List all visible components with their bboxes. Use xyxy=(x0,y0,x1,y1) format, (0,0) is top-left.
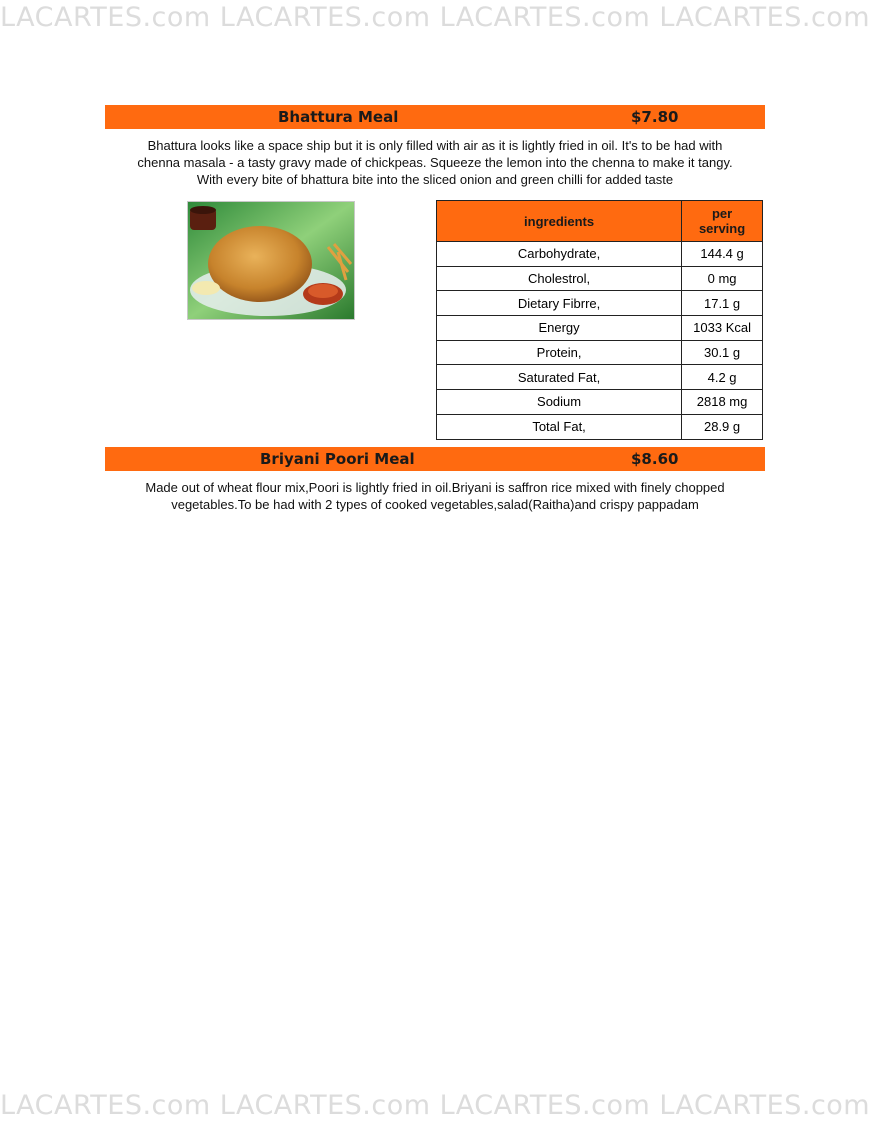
meal-name: Briyani Poori Meal xyxy=(260,450,415,468)
ingredients-header: ingredients xyxy=(437,201,682,242)
description-line: chenna masala - a tasty gravy made of chickpeas. Squeeze the lemon into the chenna to make it tangy. xyxy=(137,155,733,170)
nutrition-row xyxy=(437,414,763,439)
description-line: With every bite of bhattura bite into the sliced onion and green chilli for added taste xyxy=(196,172,674,187)
nutrition-row xyxy=(437,242,763,267)
bhattura-photo xyxy=(187,201,355,320)
nutrition-row xyxy=(437,340,763,365)
watermark-bottom: LACARTES.com LACARTES.com LACARTES.com LACARTES.com xyxy=(0,1090,870,1121)
nutrient-value: 17.1 g xyxy=(682,291,763,316)
meal-header-briyani-poori xyxy=(105,447,765,471)
nutrient-value: 0 mg xyxy=(682,266,763,291)
meal-name: Bhattura Meal xyxy=(278,108,399,126)
watermark-top: LACARTES.com LACARTES.com LACARTES.com LACARTES.com xyxy=(0,2,870,33)
meal-description xyxy=(100,137,770,188)
description-line: Bhattura looks like a space ship but it is only filled with air as it is lightly fried in oil. It's to be had with xyxy=(147,138,723,153)
nutrient-name: Sodium xyxy=(437,390,682,415)
nutrient-value: 28.9 g xyxy=(682,414,763,439)
nutrient-name: Saturated Fat, xyxy=(437,365,682,390)
meal-price: $8.60 xyxy=(631,450,679,468)
nutrient-name: Energy xyxy=(437,316,682,341)
nutrition-row xyxy=(437,365,763,390)
per-serving-label: per serving xyxy=(698,206,746,236)
nutrient-value: 4.2 g xyxy=(682,365,763,390)
description-line: Made out of wheat flour mix,Poori is lightly fried in oil.Briyani is saffron rice mixed with finely chopped xyxy=(145,480,725,495)
nutrient-name: Dietary Fibrre, xyxy=(437,291,682,316)
meal-description xyxy=(100,479,770,513)
meal-price: $7.80 xyxy=(631,108,679,126)
nutrient-name: Protein, xyxy=(437,340,682,365)
description-line: vegetables.To be had with 2 types of cooked vegetables,salad(Raitha)and crispy pappadam xyxy=(171,497,699,512)
nutrition-header-row xyxy=(437,201,763,242)
nutrient-value: 2818 mg xyxy=(682,390,763,415)
nutrient-value: 30.1 g xyxy=(682,340,763,365)
nutrient-name: Carbohydrate, xyxy=(437,242,682,267)
per-serving-header xyxy=(682,201,763,242)
nutrition-row xyxy=(437,291,763,316)
nutrition-row xyxy=(437,266,763,291)
nutrient-value: 144.4 g xyxy=(682,242,763,267)
nutrition-row xyxy=(437,316,763,341)
nutrition-row xyxy=(437,390,763,415)
meal-header-bhattura xyxy=(105,105,765,129)
nutrition-table xyxy=(436,200,763,440)
nutrient-name: Cholestrol, xyxy=(437,266,682,291)
nutrient-value: 1033 Kcal xyxy=(682,316,763,341)
nutrient-name: Total Fat, xyxy=(437,414,682,439)
